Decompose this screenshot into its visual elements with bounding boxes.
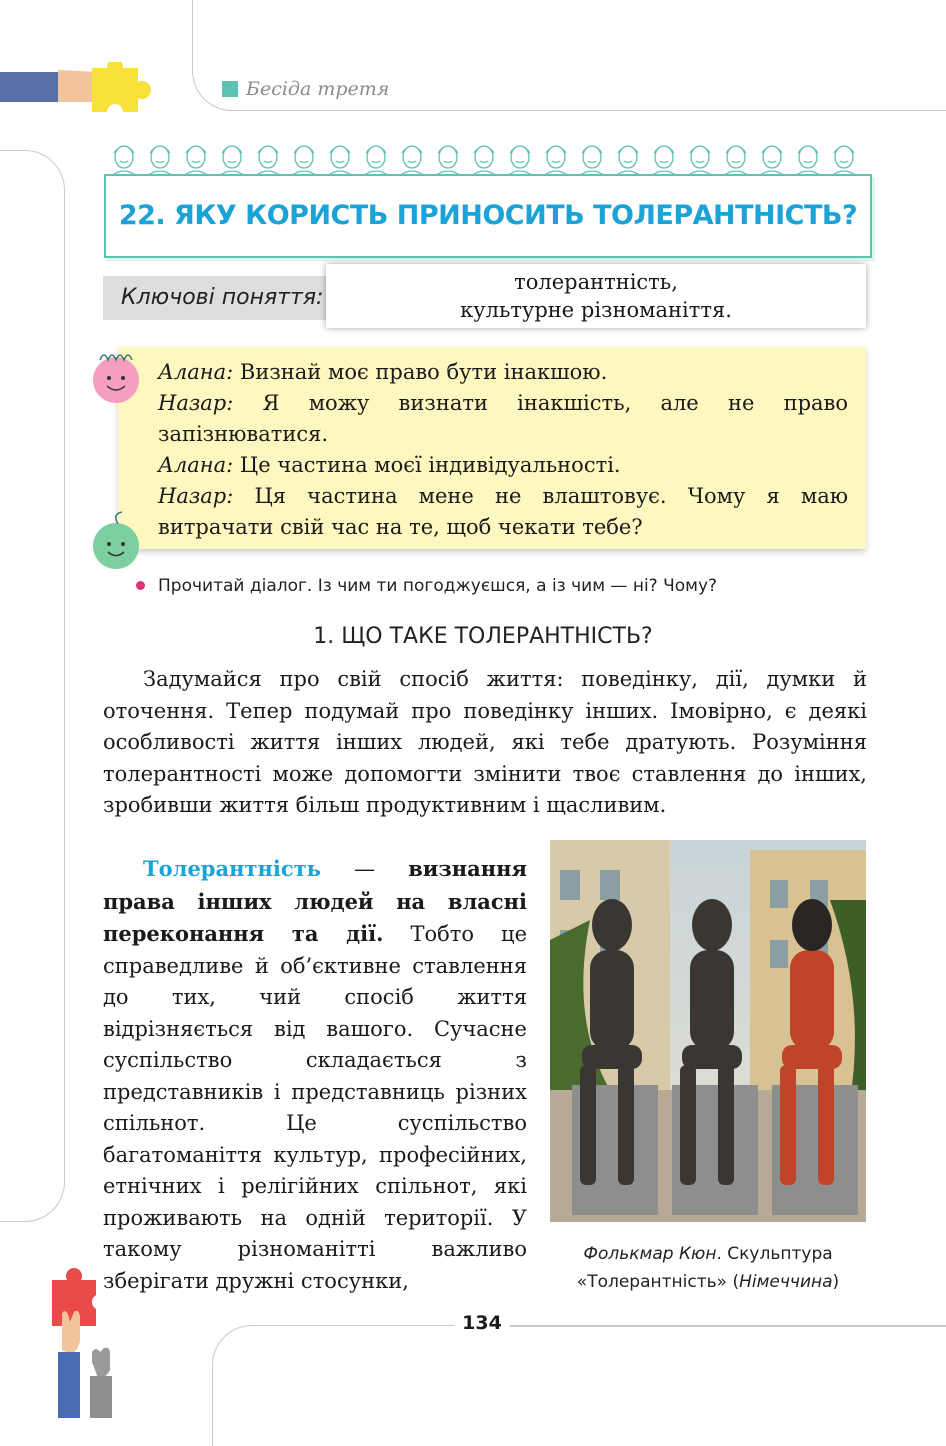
bullet-icon — [136, 581, 145, 590]
dialog-text — [158, 357, 848, 543]
page-number: 134 — [455, 1312, 509, 1334]
page-title: 22. ЯКУ КОРИСТЬ ПРИНОСИТЬ ТОЛЕРАНТНІСТЬ? — [118, 200, 858, 231]
paragraph: Задумайся про свій спосіб життя: поведінку, дії, думки й оточення. Тепер подумай про поведінку інших. Імовірно, є деякі особливості життя інших людей, які тебе дратують. Розуміння толерантності може допомогти змінити твоє ставлення до інших, зробивши життя більш продуктивним і щасливим. — [103, 667, 867, 817]
caption-line — [548, 1268, 868, 1296]
dialog-replica: Це частина моєї індивідуальності. — [233, 453, 621, 477]
subheading: 1. ЩО ТАКЕ ТОЛЕРАНТНІСТЬ? — [313, 624, 653, 649]
boy-avatar-icon — [90, 510, 144, 572]
dialog-replica: Визнай моє право бути інакшою. — [233, 360, 608, 384]
caption-line — [548, 1240, 868, 1268]
paragraph — [103, 853, 527, 1297]
speaker-name: Назар: — [158, 484, 234, 508]
section-marker-icon — [222, 81, 238, 97]
key-concept-line: толерантність, — [514, 270, 678, 294]
caption-author: Фолькмар Кюн — [583, 1244, 717, 1264]
task-text: Прочитай діалог. Із чим ти погоджуєшся, а із чим — ні? Чому? — [158, 576, 718, 596]
speaker-name: Алана: — [158, 360, 234, 384]
term: Толерантність — [143, 856, 321, 881]
definition: визнання права інших людей на власні переконання та дії. — [103, 856, 527, 946]
faces-border-decoration — [108, 135, 868, 177]
dialog-line — [158, 450, 848, 481]
caption-title: «Толерантність» ( — [576, 1272, 740, 1292]
sculpture-photo — [550, 840, 866, 1222]
dialog-line — [158, 388, 848, 450]
dialog-line — [158, 357, 848, 388]
speaker-name: Назар: — [158, 391, 234, 415]
dialog-replica: Ця частина мене не влаштовує. Чому я маю витрачати свій час на те, щоб чекати тебе? — [158, 484, 848, 539]
title-box — [104, 174, 872, 258]
page-frame-left — [0, 150, 65, 1222]
photo-caption — [548, 1240, 868, 1296]
dialog-line — [158, 481, 848, 543]
page-frame-bottom — [212, 1325, 946, 1446]
caption-close: ) — [832, 1272, 840, 1292]
section-label: Бесіда третя — [246, 78, 390, 100]
dialog-replica: Я можу визнати інакшість, але не право запізнюватися. — [158, 391, 848, 446]
caption-text: . Скульптура — [716, 1244, 833, 1264]
dash: — — [320, 857, 409, 881]
speaker-name: Алана: — [158, 453, 234, 477]
hand-puzzle-icon — [0, 62, 160, 118]
hands-puzzle-icon — [48, 1262, 128, 1418]
footer-line — [510, 1325, 946, 1327]
key-concepts-box — [326, 264, 866, 328]
key-concept-line: культурне різноманіття. — [460, 298, 732, 322]
key-concepts-label: Ключові поняття: — [103, 276, 361, 320]
caption-country: Німеччина — [739, 1272, 833, 1292]
girl-avatar-icon — [88, 346, 144, 406]
paragraph-body: Тобто це справедливе й об’єктивне ставлення до тих, чий спосіб життя відрізняється від вашого. Сучасне суспільство складається з представників і представниць різних спільнот. Це суспільство багатоманіття культур, професійних, етнічних і релігійних спільнот, які проживають на одній території. У такому різноманітті важливо зберігати дружні стосунки, — [103, 922, 527, 1293]
